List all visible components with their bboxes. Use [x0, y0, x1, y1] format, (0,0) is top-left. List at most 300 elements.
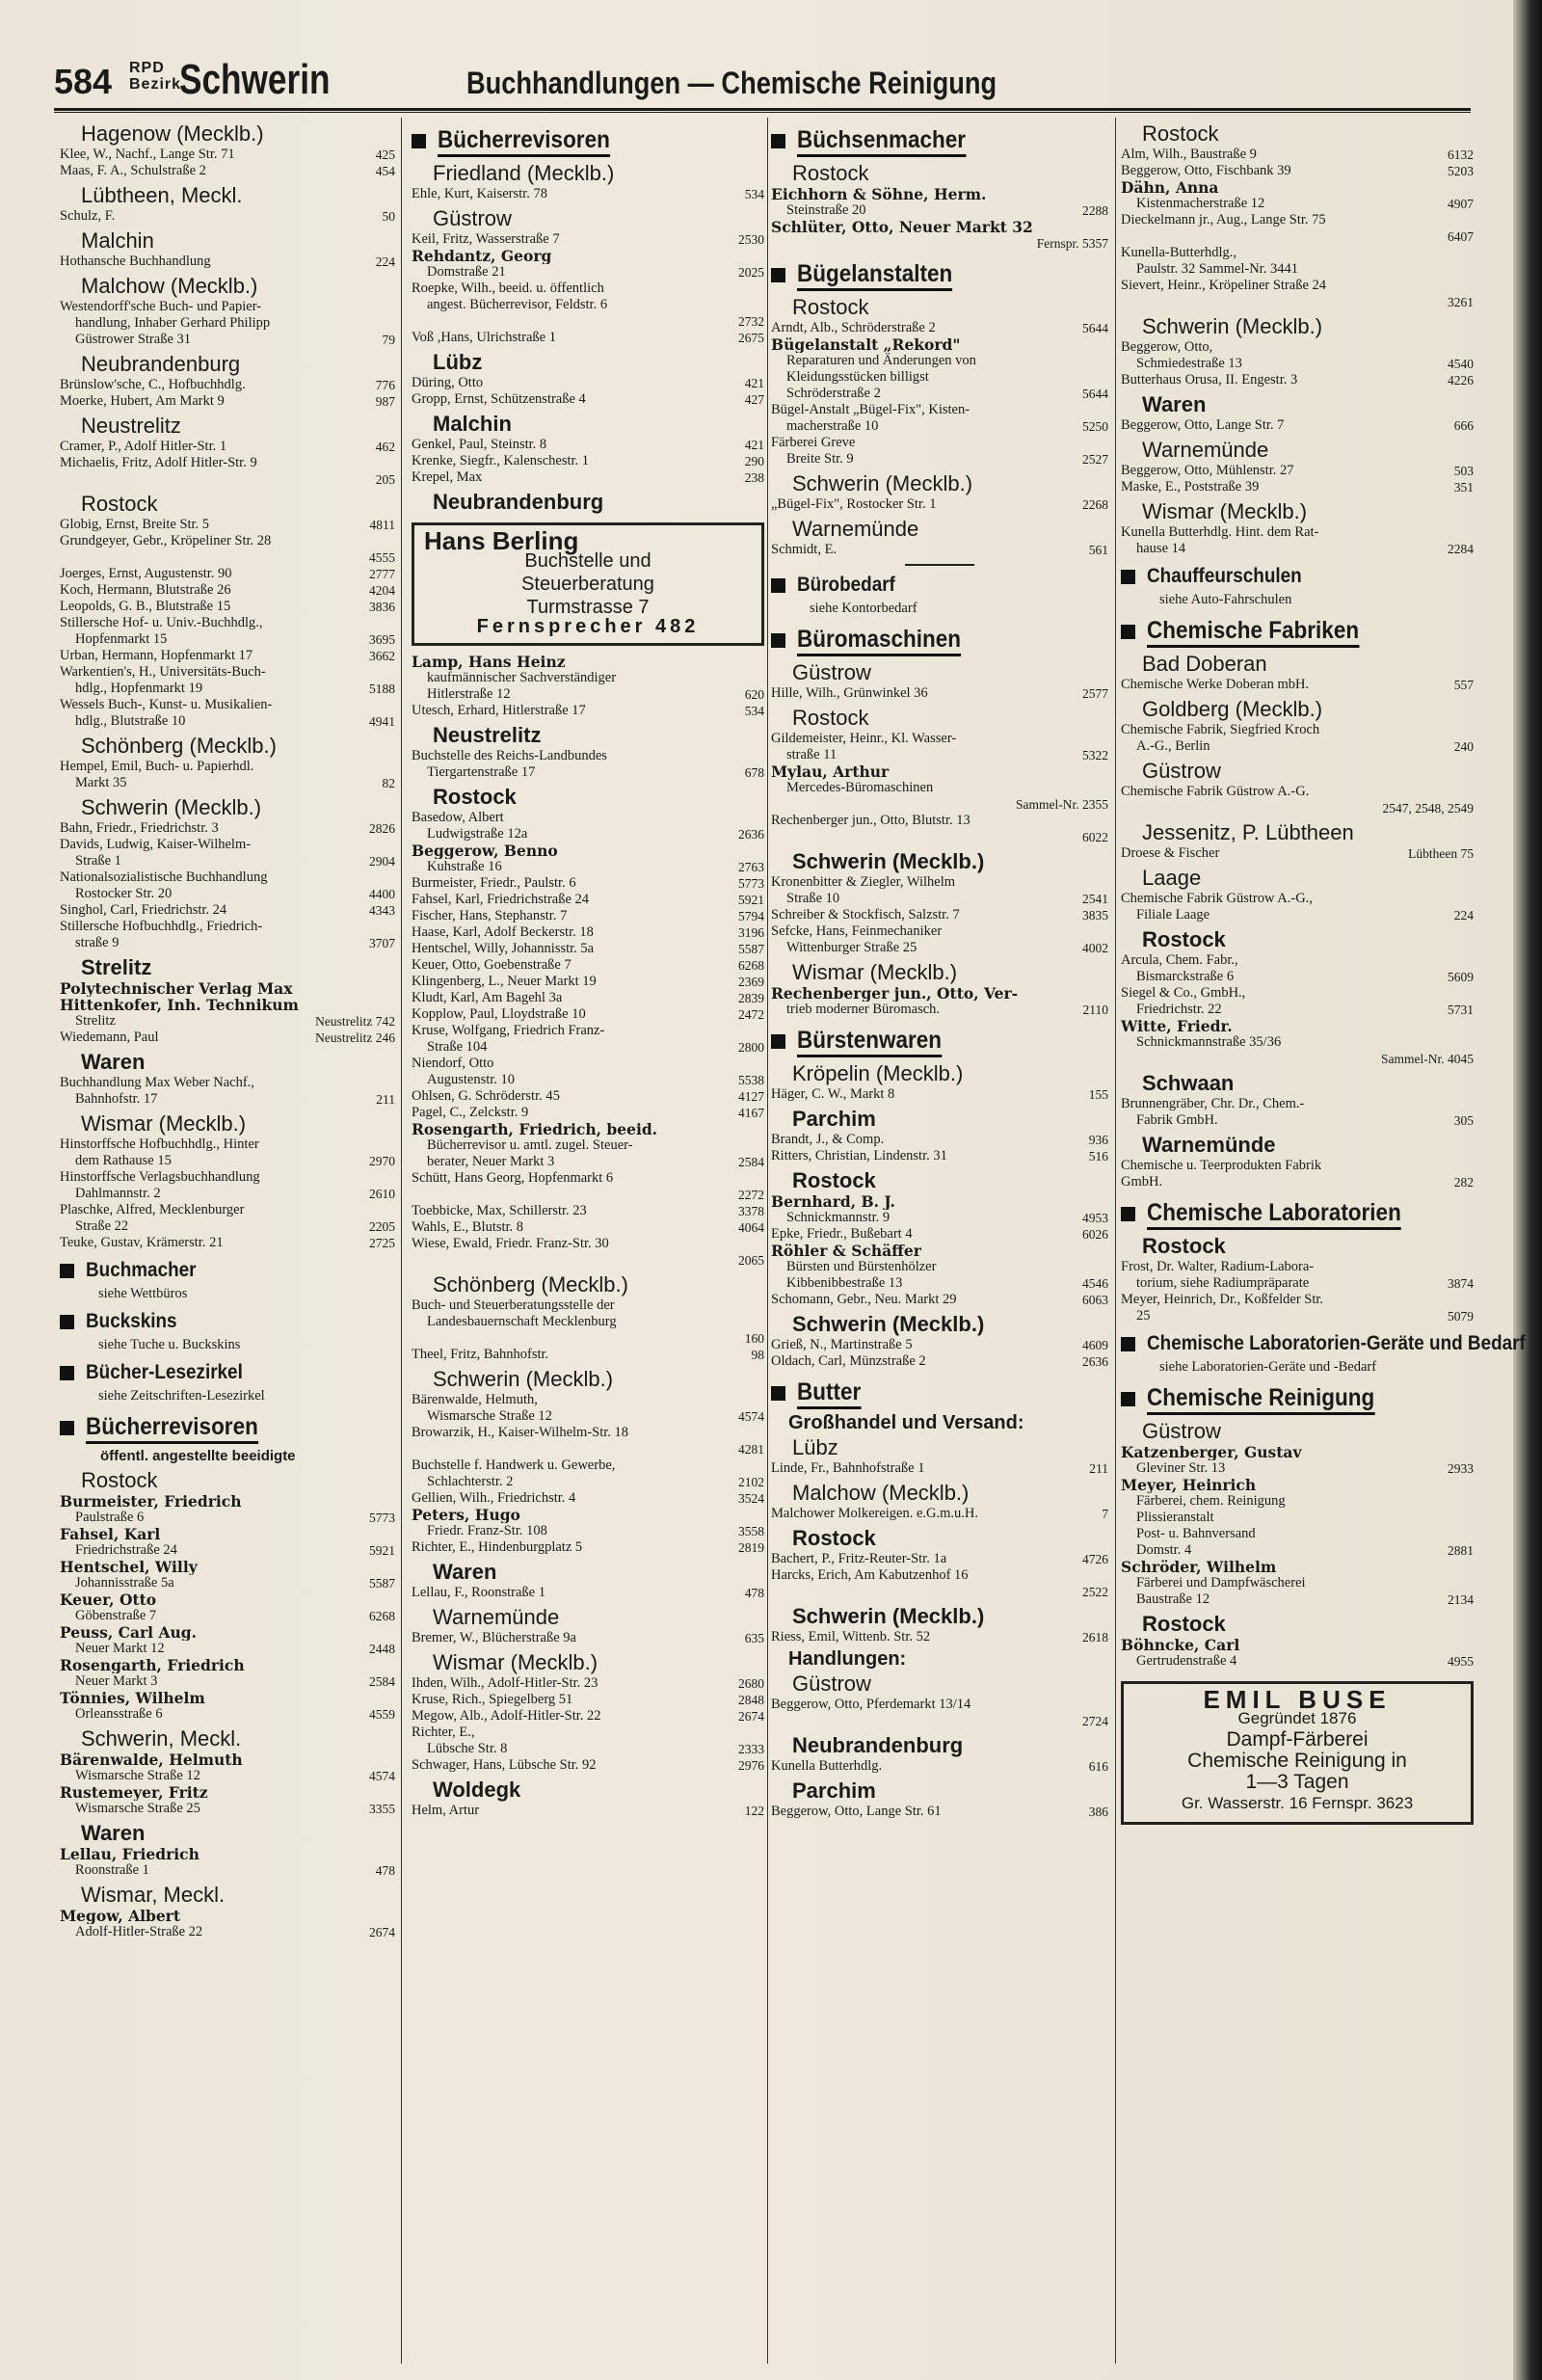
- entry-name: Droese & Fischer: [1121, 845, 1220, 861]
- entry-name: Peters, Hugo: [412, 1507, 520, 1523]
- listing-entry: [771, 386, 1108, 402]
- entry-phone: 5587: [369, 1576, 395, 1591]
- see-reference: siehe Auto-Fahrschulen: [1159, 592, 1292, 607]
- entry-name: GmbH.: [1121, 1174, 1163, 1190]
- rpd-text: RPD: [129, 60, 165, 76]
- entry-name: Utesch, Erhard, Hitlerstraße 17: [412, 703, 586, 718]
- listing-entry: [771, 1551, 1108, 1567]
- town-heading: Warnemünde: [1142, 1133, 1276, 1157]
- header-city: Schwerin: [179, 56, 331, 103]
- entry-phone: 4953: [1082, 1211, 1108, 1225]
- entry-phone: 2848: [738, 1693, 764, 1707]
- listing-entry: [1121, 1542, 1474, 1559]
- town-heading: Güstrow: [1142, 759, 1221, 783]
- entry-name: Singhol, Carl, Friedrichstr. 24: [60, 902, 227, 918]
- listing-entry: [60, 1030, 395, 1046]
- entry-name: Chemische Fabrik, Siegfried Kroch: [1121, 722, 1320, 737]
- entry-phone: 4343: [369, 903, 395, 918]
- listing-entry: [771, 985, 1108, 1002]
- entry-name: Klingenberg, L., Neuer Markt 19: [412, 974, 597, 989]
- entry-phone: 4546: [1082, 1276, 1108, 1291]
- listing-entry: [1121, 1112, 1474, 1129]
- entry-name: Häger, C. W., Markt 8: [771, 1086, 895, 1102]
- entry-phone: 4559: [369, 1707, 395, 1722]
- listing-entry: [412, 437, 764, 453]
- see-reference: siehe Kontorbedarf: [810, 601, 917, 616]
- entry-phone: 6407: [1448, 229, 1474, 244]
- entry-phone: 5609: [1448, 970, 1474, 984]
- entry-name: Straße 104: [427, 1039, 488, 1055]
- entry-phone: 2904: [369, 854, 395, 869]
- entry-name: Krepel, Max: [412, 469, 483, 485]
- listing-entry: [412, 1630, 764, 1646]
- town-heading: Warnemünde: [433, 1605, 560, 1629]
- listing-entry: [1121, 245, 1474, 261]
- listing-entry: [1121, 541, 1474, 557]
- entry-name: Brunnengräber, Chr. Dr., Chem.-: [1121, 1096, 1305, 1111]
- listing-entry: [60, 254, 395, 270]
- entry-phone: 666: [1453, 418, 1474, 433]
- section-title: Chemische Reinigung: [1147, 1383, 1374, 1415]
- entry-name: Rustemeyer, Fritz: [60, 1784, 208, 1801]
- entry-name: Rostocker Str. 20: [75, 886, 173, 901]
- see-reference: siehe Zeitschriften-Lesezirkel: [98, 1388, 265, 1404]
- entry-phone: 4907: [1448, 197, 1474, 211]
- entry-phone: 3835: [1082, 908, 1108, 923]
- listing-entry: [60, 1542, 395, 1559]
- listing-entry: [412, 859, 764, 875]
- entry-name: Meyer, Heinrich, Dr., Koßfelder Str.: [1121, 1292, 1324, 1307]
- listing-entry: [1121, 524, 1474, 541]
- listing-entry: [412, 1330, 764, 1347]
- entry-name: Hothansche Buchhandlung: [60, 254, 211, 269]
- listing-entry: [412, 1088, 764, 1105]
- listing-entry: [60, 664, 395, 681]
- section-title: Bücherrevisoren: [438, 125, 610, 157]
- listing-entry: [60, 1526, 395, 1542]
- entry-name: Nationalsozialistische Buchhandlung: [60, 869, 268, 885]
- entry-name: trieb moderner Büromasch.: [786, 1002, 941, 1017]
- entry-phone: 2369: [738, 975, 764, 989]
- listing-entry: [1121, 985, 1474, 1002]
- entry-phone: 5250: [1082, 419, 1108, 434]
- entry-name: Polytechnischer Verlag Max: [60, 980, 293, 997]
- entry-name: Fabrik GmbH.: [1136, 1112, 1218, 1128]
- town-heading: Bad Doberan: [1142, 652, 1267, 676]
- entry-phone: 79: [382, 333, 395, 347]
- listing-entry: [771, 1337, 1108, 1353]
- section-heading: [771, 574, 1108, 597]
- listing-entry: [1121, 738, 1474, 755]
- entry-name: Schulz, F.: [60, 208, 116, 224]
- entry-name: Gleviner Str. 13: [1136, 1460, 1226, 1476]
- listing-entry: [771, 1758, 1108, 1775]
- entry-name: Güstrower Straße 31: [75, 332, 192, 347]
- entry-phone: 478: [375, 1863, 395, 1878]
- section-marker-icon: [412, 134, 426, 148]
- entry-phone: 2933: [1448, 1461, 1474, 1476]
- listing-entry: [412, 1585, 764, 1601]
- entry-phone: 454: [375, 164, 395, 178]
- entry-phone: 534: [744, 704, 764, 718]
- entry-phone: 987: [375, 394, 395, 409]
- listing-entry: [60, 1013, 395, 1030]
- entry-phone: 2674: [738, 1709, 764, 1724]
- listing-entry: [1121, 278, 1474, 294]
- listing-entry: [412, 281, 764, 297]
- listing-entry: [1121, 845, 1474, 862]
- entry-name: Mercedes-Büromaschinen: [786, 780, 934, 795]
- see-reference: siehe Tuche u. Buckskins: [98, 1337, 241, 1352]
- entry-name: Reparaturen und Änderungen von: [786, 353, 976, 368]
- entry-phone: 3662: [369, 649, 395, 663]
- listing-entry: [1121, 356, 1474, 372]
- entry-phone: 2777: [369, 567, 395, 581]
- entry-phone: 2724: [1082, 1714, 1108, 1728]
- ad-name: Hans Berling: [424, 526, 579, 555]
- entry-name: Butterhaus Orusa, II. Engestr. 3: [1121, 372, 1298, 388]
- town-heading: Schwerin (Mecklb.): [792, 1604, 985, 1628]
- entry-phone: 2134: [1448, 1592, 1474, 1607]
- listing-entry: [60, 1690, 395, 1706]
- entry-phone: 557: [1453, 678, 1474, 692]
- group-heading: Großhandel und Versand:: [788, 1412, 1024, 1433]
- town-heading: Kröpelin (Mecklb.): [792, 1061, 964, 1085]
- listing-entry: [1121, 228, 1474, 245]
- entry-phone: 3874: [1448, 1276, 1474, 1291]
- listing-entry: [1121, 294, 1474, 310]
- listing-entry: [771, 907, 1108, 923]
- entry-name: Pagel, C., Zelckstr. 9: [412, 1105, 529, 1120]
- listing-entry: [60, 1153, 395, 1169]
- listing-entry: [1121, 1575, 1474, 1591]
- listing-entry: [60, 315, 395, 332]
- entry-name: Neuer Markt 3: [75, 1673, 158, 1689]
- listing-entry: [412, 703, 764, 719]
- entry-phone: 351: [1453, 480, 1474, 495]
- entry-name: macherstraße 10: [786, 418, 879, 434]
- entry-phone: 238: [744, 470, 764, 485]
- listing-entry: [412, 1441, 764, 1457]
- entry-phone: 2110: [1082, 1003, 1108, 1017]
- listing-entry: [771, 829, 1108, 845]
- entry-phone: 2284: [1448, 542, 1474, 556]
- entry-phone: 534: [744, 187, 764, 201]
- town-heading: Malchin: [81, 228, 154, 253]
- entry-name: Mylau, Arthur: [771, 763, 890, 780]
- town-heading: Rostock: [1142, 927, 1226, 951]
- listing-entry: [60, 455, 395, 471]
- entry-name: Bücherrevisor u. amtl. zugel. Steuer-: [427, 1137, 633, 1153]
- entry-name: Stillersche Hofbuchhdlg., Friedrich-: [60, 919, 263, 934]
- entry-name: Kleidungsstücken billigst: [786, 369, 929, 385]
- listing-entry: [412, 941, 764, 957]
- entry-name: Richter, E.,: [412, 1725, 475, 1740]
- section-marker-icon: [60, 1366, 74, 1380]
- listing-entry: [1121, 179, 1474, 196]
- listing-entry: [1121, 677, 1474, 693]
- section-heading: [771, 125, 1108, 157]
- entry-phone: 2205: [369, 1219, 395, 1234]
- listing-entry: [412, 330, 764, 346]
- listing-entry: [60, 393, 395, 410]
- section-marker-icon: [771, 134, 785, 148]
- listing-entry: [412, 875, 764, 892]
- section-title: Buchmacher: [86, 1259, 197, 1281]
- ad-line: Steuerberatung: [521, 574, 654, 595]
- listing-entry: [412, 1741, 764, 1757]
- town-heading: Wismar (Mecklb.): [81, 1111, 247, 1136]
- listing-entry: [412, 375, 764, 391]
- entry-name: Kunella Butterhdlg. Hint. dem Rat-: [1121, 524, 1319, 540]
- section-title: Bücherrevisoren: [86, 1412, 258, 1444]
- entry-name: Gropp, Ernst, Schützenstraße 4: [412, 391, 586, 407]
- entry-name: Theel, Fritz, Bahnhofstr.: [412, 1347, 549, 1362]
- listing-entry: [771, 1259, 1108, 1275]
- listing-entry: [60, 869, 395, 886]
- section-title: Chemische Laboratorien-Geräte und Bedarf: [1147, 1332, 1526, 1354]
- entry-name: Stillersche Hof- u. Univ.-Buchhdlg.,: [60, 615, 263, 630]
- listing-entry: [60, 147, 395, 163]
- listing-entry: [412, 248, 764, 264]
- entry-name: Bahnhofstr. 17: [75, 1091, 158, 1107]
- listing-entry: [1121, 969, 1474, 985]
- entry-name: Breite Str. 9: [786, 451, 854, 467]
- section-title: Buckskins: [86, 1310, 177, 1332]
- entry-phone: 2472: [738, 1007, 764, 1022]
- entry-name: Friedrichstraße 24: [75, 1542, 177, 1558]
- entry-phone: Sammel-Nr. 2355: [1016, 797, 1108, 812]
- town-heading: Waren: [1142, 392, 1207, 416]
- listing-entry: [412, 1539, 764, 1556]
- section-title: Bücher-Lesezirkel: [86, 1361, 243, 1383]
- listing-entry: [412, 1039, 764, 1056]
- entry-name: Gellien, Wilh., Friedrichstr. 4: [412, 1490, 576, 1506]
- listing-entry: [412, 1408, 764, 1425]
- listing-entry: [60, 935, 395, 951]
- entry-phone: 5203: [1448, 164, 1474, 178]
- entry-name: Chemische Fabrik Güstrow A.-G.: [1121, 784, 1310, 799]
- entry-phone: 240: [1453, 739, 1474, 754]
- entry-phone: 425: [375, 147, 395, 162]
- listing-entry: [771, 1804, 1108, 1820]
- listing-entry: [60, 332, 395, 348]
- section-heading: [1121, 1383, 1474, 1415]
- entry-name: Toebbicke, Max, Schillerstr. 23: [412, 1203, 587, 1218]
- section-marker-icon: [60, 1264, 74, 1278]
- listing-entry: [1121, 952, 1474, 969]
- listing-entry: [412, 1725, 764, 1741]
- listing-entry: [60, 1235, 395, 1251]
- section-marker-icon: [771, 578, 785, 593]
- town-heading: Schwerin (Mecklb.): [433, 1367, 614, 1391]
- entry-phone: 224: [375, 254, 395, 269]
- entry-name: straße 9: [75, 935, 120, 950]
- entry-phone: 5921: [738, 893, 764, 907]
- entry-phone: 205: [375, 472, 395, 487]
- entry-name: Schütt, Hans Georg, Hopfenmarkt 6: [412, 1170, 614, 1186]
- column-4: [1121, 118, 1526, 1836]
- listing-entry: [1121, 1259, 1474, 1275]
- listing-entry: [1121, 1158, 1474, 1174]
- entry-name: Epke, Friedr., Bußebart 4: [771, 1226, 913, 1242]
- entry-phone: 2732: [738, 314, 764, 329]
- entry-name: Baustraße 12: [1136, 1591, 1210, 1607]
- entry-name: Hinstorffsche Hofbuchhdlg., Hinter: [60, 1137, 259, 1152]
- entry-phone: 2970: [369, 1154, 395, 1168]
- entry-name: Bärenwalde, Helmuth: [60, 1752, 243, 1768]
- entry-phone: Lübtheen 75: [1408, 846, 1474, 861]
- listing-entry: [60, 1186, 395, 1202]
- entry-name: Keil, Fritz, Wasserstraße 7: [412, 231, 560, 247]
- entry-name: Schlüter, Otto, Neuer Markt 32: [771, 219, 1033, 235]
- section-title: Büchsenmacher: [797, 125, 966, 157]
- listing-entry: [771, 542, 1108, 558]
- ad-line: Turmstrasse 7: [526, 597, 650, 618]
- town-heading: Rostock: [81, 492, 158, 516]
- listing-entry: [412, 892, 764, 908]
- entry-phone: 282: [1453, 1175, 1474, 1190]
- listing-entry: [771, 763, 1108, 780]
- listing-entry: [60, 1924, 395, 1940]
- listing-entry: [771, 402, 1108, 418]
- entry-phone: 2636: [1082, 1354, 1108, 1369]
- entry-phone: 3695: [369, 632, 395, 647]
- listing-entry: [771, 813, 1108, 829]
- entry-phone: 2636: [738, 827, 764, 842]
- listing-entry: [60, 1624, 395, 1641]
- entry-name: Tönnies, Wilhelm: [60, 1690, 205, 1706]
- entry-name: Lübsche Str. 8: [427, 1741, 508, 1756]
- entry-phone: 4204: [369, 583, 395, 598]
- entry-phone: 503: [1453, 464, 1474, 478]
- listing-entry: [771, 1243, 1108, 1259]
- listing-entry: [771, 496, 1108, 513]
- entry-name: Böhncke, Carl: [1121, 1637, 1240, 1653]
- listing-entry: [412, 1425, 764, 1441]
- listing-entry: [412, 1708, 764, 1725]
- entry-phone: 4127: [738, 1089, 764, 1104]
- entry-name: Arcula, Chem. Fabr.,: [1121, 952, 1238, 968]
- entry-name: Kunella-Butterhdlg.,: [1121, 245, 1237, 260]
- entry-phone: 2102: [738, 1475, 764, 1489]
- listing-entry: [771, 235, 1108, 252]
- entry-phone: 98: [751, 1348, 764, 1362]
- entry-name: Buchstelle des Reichs-Landbundes: [412, 748, 607, 763]
- listing-entry: [412, 231, 764, 248]
- entry-phone: 635: [744, 1631, 764, 1645]
- listing-entry: [412, 1457, 764, 1474]
- town-heading: Rostock: [1142, 1612, 1226, 1636]
- listing-entry: [412, 957, 764, 974]
- town-heading: Schwaan: [1142, 1071, 1235, 1095]
- column-rule: [767, 118, 768, 2364]
- listing-entry: [412, 686, 764, 703]
- listing-entry: [412, 313, 764, 330]
- listing-entry: [60, 759, 395, 775]
- entry-name: Straße 10: [786, 891, 840, 906]
- town-heading: Schönberg (Mecklb.): [81, 734, 277, 758]
- entry-phone: 211: [376, 1092, 395, 1107]
- entry-name: Michaelis, Fritz, Adolf Hitler-Str. 9: [60, 455, 257, 470]
- town-heading: Friedland (Mecklb.): [433, 161, 615, 185]
- entry-phone: 2819: [738, 1540, 764, 1555]
- listing-entry: [1121, 1174, 1474, 1190]
- listing-entry: [412, 842, 764, 859]
- entry-name: Schnickmannstraße 35/36: [1136, 1034, 1282, 1050]
- entry-phone: 4955: [1448, 1654, 1474, 1669]
- entry-name: Roepke, Wilh., beeid. u. öffentlich: [412, 281, 604, 296]
- town-heading: Neustrelitz: [81, 414, 181, 438]
- entry-phone: 2547, 2548, 2549: [1382, 801, 1474, 816]
- entry-name: Strelitz: [75, 1013, 116, 1029]
- entry-name: Färberei Greve: [771, 435, 856, 450]
- listing-entry: [412, 1252, 764, 1269]
- entry-name: „Bügel-Fix", Rostocker Str. 1: [771, 496, 937, 512]
- listing-entry: [60, 1091, 395, 1108]
- listing-entry: [412, 1523, 764, 1539]
- listing-entry: [771, 1713, 1108, 1729]
- listing-entry: [771, 219, 1108, 235]
- section-heading: [1121, 616, 1474, 648]
- entry-name: Plaschke, Alfred, Mecklenburger: [60, 1202, 245, 1217]
- entry-phone: 421: [744, 438, 764, 452]
- entry-phone: Neustrelitz 246: [315, 1030, 395, 1045]
- town-heading: Rostock: [792, 1526, 876, 1550]
- section-title: Butter: [797, 1377, 861, 1409]
- town-heading: Schwerin (Mecklb.): [792, 849, 985, 873]
- entry-name: Hempel, Emil, Buch- u. Papierhdl.: [60, 759, 254, 774]
- listing-entry: [60, 1846, 395, 1862]
- entry-phone: 2522: [1082, 1585, 1108, 1599]
- entry-phone: 5921: [369, 1543, 395, 1558]
- scan-edge: [1513, 0, 1542, 2380]
- listing-entry: [60, 713, 395, 730]
- listing-entry: [771, 1086, 1108, 1103]
- town-heading: Lübz: [792, 1435, 838, 1459]
- section-title: Chemische Fabriken: [1147, 616, 1359, 648]
- listing-entry: [771, 1697, 1108, 1713]
- listing-entry: [60, 1784, 395, 1801]
- town-heading: Rostock: [1142, 121, 1219, 146]
- entry-name: Roonstraße 1: [75, 1862, 149, 1878]
- section-marker-icon: [60, 1421, 74, 1435]
- listing-entry: [60, 1801, 395, 1817]
- listing-entry: [60, 631, 395, 648]
- section-heading: [771, 259, 1108, 291]
- town-heading: Woldegk: [433, 1778, 521, 1802]
- entry-phone: 4574: [369, 1769, 395, 1783]
- listing-entry: [1121, 1444, 1474, 1460]
- section-marker-icon: [1121, 1392, 1135, 1406]
- entry-name: Filiale Laage: [1136, 907, 1210, 923]
- entry-phone: 2065: [738, 1253, 764, 1268]
- section-marker-icon: [60, 1315, 74, 1329]
- entry-phone: 5587: [738, 942, 764, 956]
- listing-entry: [412, 1187, 764, 1203]
- town-heading: Malchow (Mecklb.): [792, 1481, 970, 1505]
- section-heading: [60, 1412, 395, 1444]
- entry-name: Friedr. Franz-Str. 108: [427, 1523, 547, 1538]
- entry-phone: 122: [744, 1804, 764, 1818]
- listing-entry: [771, 320, 1108, 336]
- entry-phone: 2268: [1082, 497, 1108, 512]
- entry-name: Hittenkofer, Inh. Technikum: [60, 997, 299, 1013]
- section-marker-icon: [771, 268, 785, 282]
- listing-entry: [60, 1591, 395, 1608]
- entry-phone: 2839: [738, 991, 764, 1005]
- listing-entry: [1121, 212, 1474, 228]
